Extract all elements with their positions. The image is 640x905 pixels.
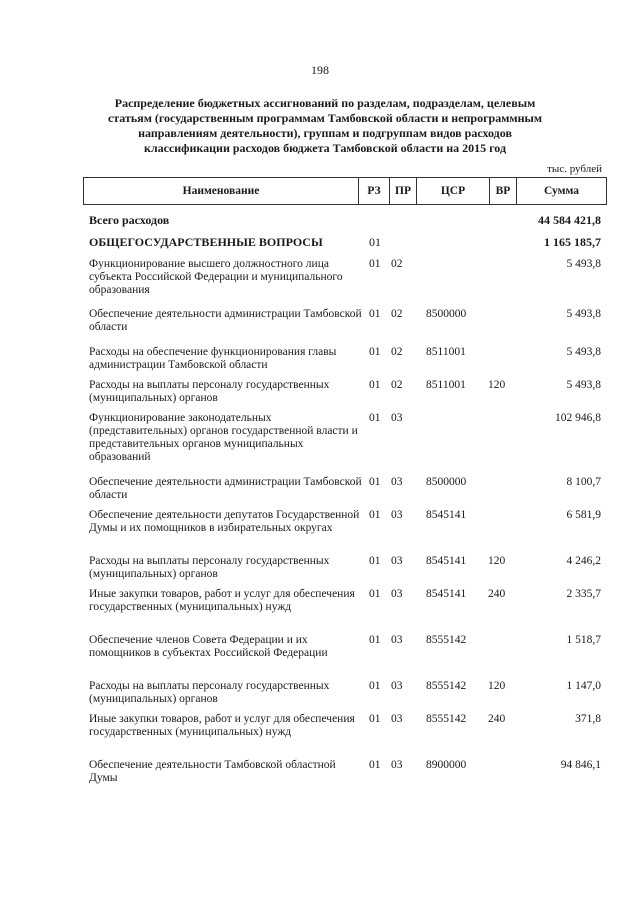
row-rz: 01 [369, 258, 381, 270]
column-header-name: Наименование [84, 178, 359, 205]
row-csr: 8555142 [426, 634, 467, 646]
table-row [83, 308, 607, 346]
row-pr: 03 [391, 713, 403, 725]
row-rz: 01 [369, 555, 381, 567]
row-pr: 02 [391, 308, 403, 320]
row-vr: 240 [488, 713, 506, 725]
table-body [83, 214, 607, 793]
row-pr: 03 [391, 555, 403, 567]
row-rz: 01 [369, 379, 381, 391]
row-name: Функционирование законодательных (представительных) органов государственной власти и представительных органов муниципальных образований [89, 412, 358, 463]
row-name: Функционирование высшего должностного лица субъекта Российской Федерации и муниципального образования [89, 258, 343, 296]
row-name: Всего расходов [89, 213, 170, 227]
row-csr: 8555142 [426, 713, 467, 725]
row-pr: 03 [391, 588, 403, 600]
table-row [83, 346, 607, 379]
row-sum: 1 165 185,7 [544, 235, 601, 249]
row-pr: 03 [391, 680, 403, 692]
row-rz: 01 [369, 713, 381, 725]
row-vr: 120 [488, 379, 506, 391]
row-name: Иные закупки товаров, работ и услуг для обеспечения государственных (муниципальных) нужд [89, 588, 355, 613]
row-pr: 03 [391, 759, 403, 771]
row-sum: 1 147,0 [566, 680, 601, 692]
row-sum: 4 246,2 [566, 555, 601, 567]
row-pr: 03 [391, 476, 403, 488]
column-header-pr: ПР [390, 178, 417, 205]
row-pr: 02 [391, 346, 403, 358]
row-vr: 120 [488, 555, 506, 567]
table-row [83, 379, 607, 412]
row-csr: 8545141 [426, 588, 467, 600]
row-sum: 94 846,1 [560, 759, 601, 771]
row-rz: 01 [369, 308, 381, 320]
row-sum: 5 493,8 [566, 346, 601, 358]
row-name: Обеспечение деятельности администрации Тамбовской области [89, 476, 362, 501]
table-row [83, 236, 607, 258]
row-csr: 8500000 [426, 308, 467, 320]
row-csr: 8511001 [426, 379, 466, 391]
column-header-rz: РЗ [359, 178, 390, 205]
row-name: ОБЩЕГОСУДАРСТВЕННЫЕ ВОПРОСЫ [89, 235, 323, 249]
row-name: Обеспечение деятельности депутатов Государственной Думы и их помощников в избирательных округах [89, 509, 360, 534]
row-sum: 44 584 421,8 [538, 213, 601, 227]
row-pr: 02 [391, 379, 403, 391]
row-rz: 01 [369, 509, 381, 521]
row-rz: 01 [369, 476, 381, 488]
row-name: Иные закупки товаров, работ и услуг для обеспечения государственных (муниципальных) нужд [89, 713, 355, 738]
row-csr: 8500000 [426, 476, 467, 488]
row-rz: 01 [369, 235, 381, 249]
row-sum: 8 100,7 [566, 476, 601, 488]
column-header-vr: ВР [490, 178, 517, 205]
row-csr: 8545141 [426, 509, 467, 521]
row-name: Расходы на обеспечение функционирования главы администрации Тамбовской области [89, 346, 337, 371]
row-csr: 8555142 [426, 680, 467, 692]
table-row [83, 634, 607, 680]
table-row [83, 588, 607, 634]
table-row [83, 258, 607, 308]
table-row [83, 509, 607, 555]
column-header-sum: Сумма [517, 178, 607, 205]
row-pr: 02 [391, 258, 403, 270]
table-row [83, 680, 607, 713]
row-csr: 8545141 [426, 555, 467, 567]
row-vr: 120 [488, 680, 506, 692]
row-name: Расходы на выплаты персоналу государственных (муниципальных) органов [89, 555, 330, 580]
table-row [83, 713, 607, 759]
table-row [83, 476, 607, 509]
row-pr: 03 [391, 509, 403, 521]
units-label: тыс. рублей [547, 163, 602, 175]
row-sum: 2 335,7 [566, 588, 601, 600]
row-sum: 371,8 [575, 713, 601, 725]
row-sum: 5 493,8 [566, 379, 601, 391]
row-sum: 102 946,8 [555, 412, 601, 424]
table-row [83, 555, 607, 588]
table-row [83, 412, 607, 476]
row-rz: 01 [369, 412, 381, 424]
row-rz: 01 [369, 759, 381, 771]
row-pr: 03 [391, 634, 403, 646]
row-csr: 8511001 [426, 346, 466, 358]
row-rz: 01 [369, 634, 381, 646]
row-name: Обеспечение членов Совета Федерации и их помощников в субъектах Российской Федерации [89, 634, 328, 659]
row-name: Обеспечение деятельности администрации Тамбовской области [89, 308, 362, 333]
row-vr: 240 [488, 588, 506, 600]
row-rz: 01 [369, 588, 381, 600]
table-header [83, 177, 607, 205]
row-name: Обеспечение деятельности Тамбовской областной Думы [89, 759, 336, 784]
row-pr: 03 [391, 412, 403, 424]
row-sum: 5 493,8 [566, 258, 601, 270]
column-header-csr: ЦСР [417, 178, 490, 205]
row-rz: 01 [369, 346, 381, 358]
row-name: Расходы на выплаты персоналу государственных (муниципальных) органов [89, 680, 330, 705]
row-sum: 6 581,9 [566, 509, 601, 521]
row-sum: 5 493,8 [566, 308, 601, 320]
row-csr: 8900000 [426, 759, 467, 771]
row-sum: 1 518,7 [566, 634, 601, 646]
table-row [83, 759, 607, 793]
page-number: 198 [311, 63, 329, 77]
document-title: Распределение бюджетных ассигнований по разделам, подразделам, целевым статьям (государственным программам Тамбовской области и непрограммным направлениям деятельности), группам и подгруппам видов расходов классификации расходов бюджета Тамбовской области на 2015 год [107, 96, 543, 155]
table-row [83, 214, 607, 236]
row-rz: 01 [369, 680, 381, 692]
row-name: Расходы на выплаты персоналу государственных (муниципальных) органов [89, 379, 330, 404]
